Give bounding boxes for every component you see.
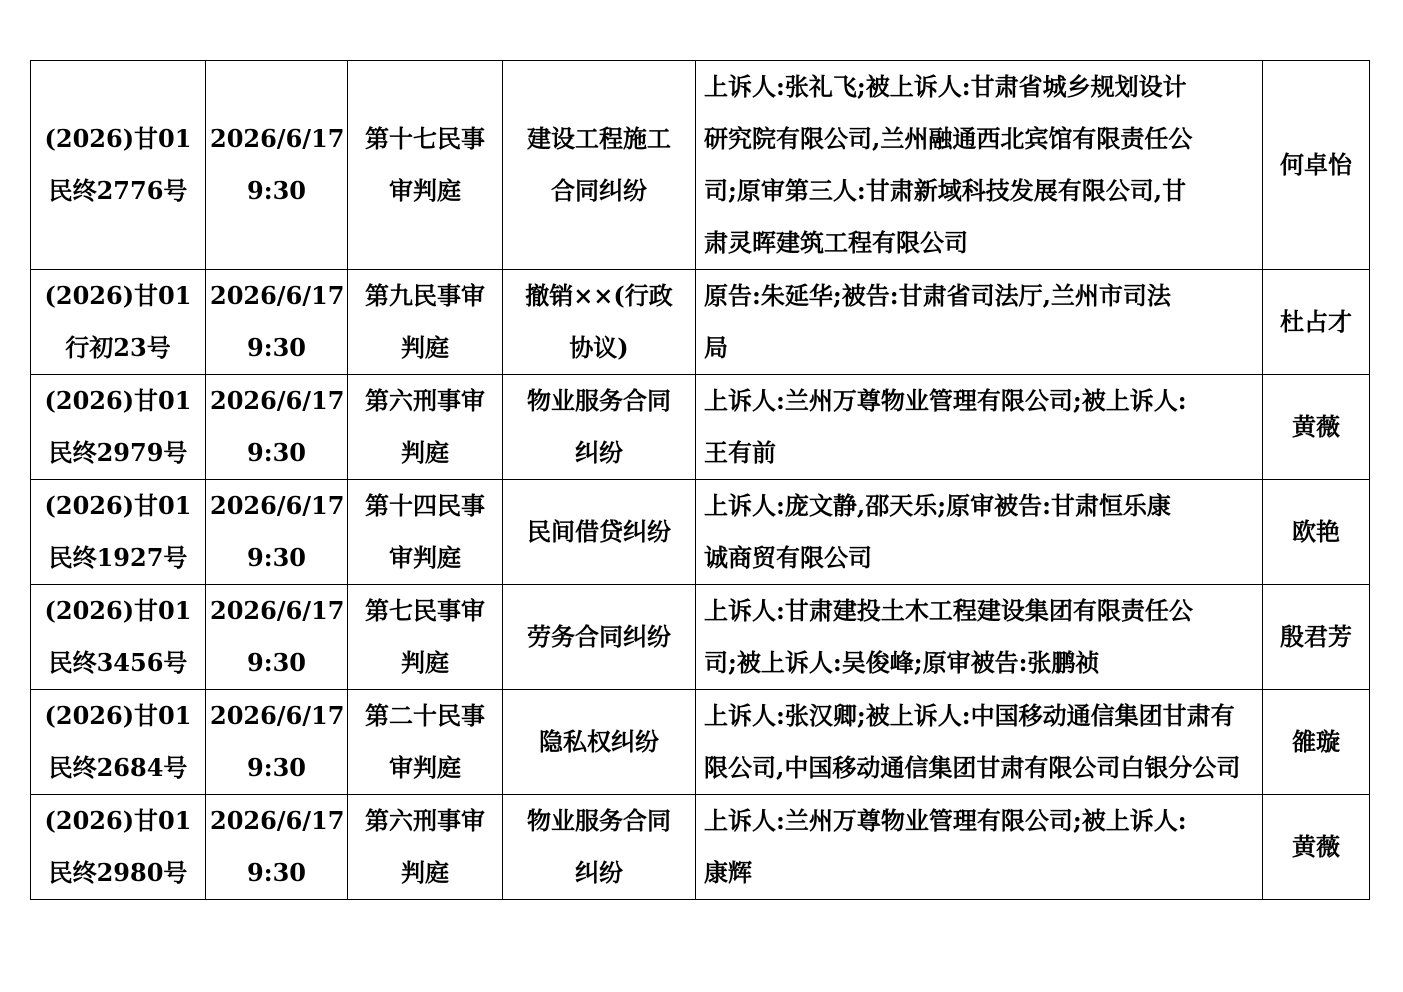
table-row [31,690,1370,795]
courtroom-cell: 第十七民事 审判庭 [348,61,503,270]
case-number-cell: (2026)甘01 民终3456号 [31,585,206,690]
hearing-time-cell: 2026/6/17 9:30 [206,375,348,480]
courtroom-cell: 第二十民事 审判庭 [348,690,503,795]
table-row [31,585,1370,690]
hearing-schedule-sheet [30,60,1369,900]
case-cause-cell: 民间借贷纠纷 [503,480,696,585]
case-cause-cell: 物业服务合同 纠纷 [503,795,696,900]
hearing-time-cell: 2026/6/17 9:30 [206,480,348,585]
presiding-judge-cell: 黄薇 [1263,375,1370,480]
case-number-cell: (2026)甘01 民终2980号 [31,795,206,900]
parties-cell: 上诉人:张汉卿;被上诉人:中国移动通信集团甘肃有 限公司,中国移动通信集团甘肃有限公司白银分公司 [696,690,1263,795]
parties-cell: 上诉人:庞文静,邵天乐;原审被告:甘肃恒乐康 诚商贸有限公司 [696,480,1263,585]
hearing-schedule-table [30,60,1370,900]
courtroom-cell: 第九民事审 判庭 [348,270,503,375]
case-cause-cell: 建设工程施工 合同纠纷 [503,61,696,270]
hearing-time-cell: 2026/6/17 9:30 [206,690,348,795]
table-row [31,480,1370,585]
courtroom-cell: 第十四民事 审判庭 [348,480,503,585]
courtroom-cell: 第七民事审 判庭 [348,585,503,690]
hearing-time-cell: 2026/6/17 9:30 [206,585,348,690]
presiding-judge-cell: 何卓怡 [1263,61,1370,270]
case-cause-cell: 隐私权纠纷 [503,690,696,795]
hearing-time-cell: 2026/6/17 9:30 [206,270,348,375]
hearing-time-cell: 2026/6/17 9:30 [206,61,348,270]
case-number-cell: (2026)甘01 民终2979号 [31,375,206,480]
parties-cell: 上诉人:甘肃建投土木工程建设集团有限责任公 司;被上诉人:吴俊峰;原审被告:张鹏祯 [696,585,1263,690]
presiding-judge-cell: 黄薇 [1263,795,1370,900]
table-row [31,61,1370,270]
parties-cell: 原告:朱延华;被告:甘肃省司法厅,兰州市司法 局 [696,270,1263,375]
hearing-time-cell: 2026/6/17 9:30 [206,795,348,900]
case-number-cell: (2026)甘01 民终2684号 [31,690,206,795]
courtroom-cell: 第六刑事审 判庭 [348,795,503,900]
parties-cell: 上诉人:张礼飞;被上诉人:甘肃省城乡规划设计 研究院有限公司,兰州融通西北宾馆有限责任公 司;原审第三人:甘肃新域科技发展有限公司,甘 肃灵晖建筑工程有限公司 [696,61,1263,270]
case-number-cell: (2026)甘01 行初23号 [31,270,206,375]
case-number-cell: (2026)甘01 民终1927号 [31,480,206,585]
courtroom-cell: 第六刑事审 判庭 [348,375,503,480]
parties-cell: 上诉人:兰州万尊物业管理有限公司;被上诉人: 康辉 [696,795,1263,900]
table-row [31,270,1370,375]
case-number-cell: (2026)甘01 民终2776号 [31,61,206,270]
table-row [31,795,1370,900]
presiding-judge-cell: 雒璇 [1263,690,1370,795]
case-cause-cell: 撤销××(行政 协议) [503,270,696,375]
presiding-judge-cell: 杜占才 [1263,270,1370,375]
table-row [31,375,1370,480]
presiding-judge-cell: 欧艳 [1263,480,1370,585]
case-cause-cell: 劳务合同纠纷 [503,585,696,690]
case-cause-cell: 物业服务合同 纠纷 [503,375,696,480]
parties-cell: 上诉人:兰州万尊物业管理有限公司;被上诉人: 王有前 [696,375,1263,480]
presiding-judge-cell: 殷君芳 [1263,585,1370,690]
